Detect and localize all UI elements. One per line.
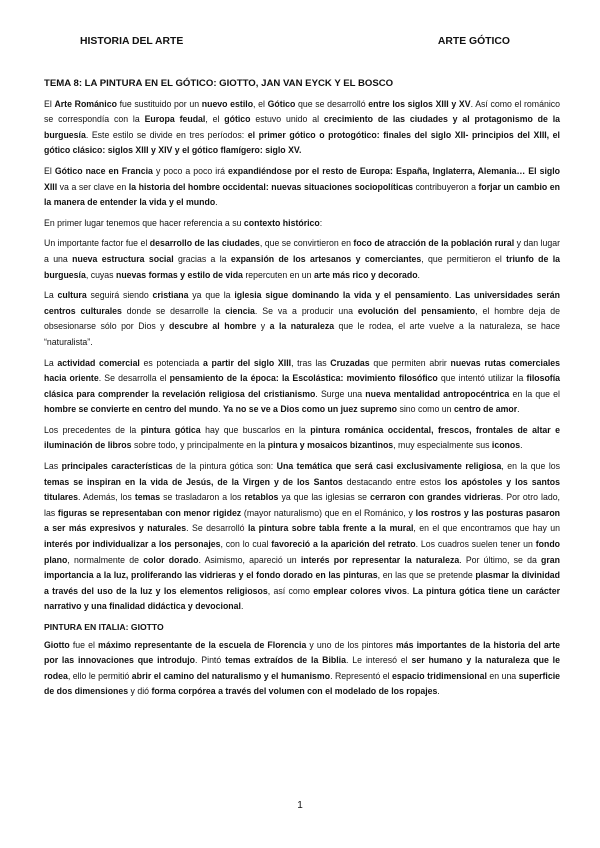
text-run: Los precedentes de la (44, 424, 141, 435)
bold-text: triunfo de la burguesía (44, 253, 560, 280)
text-run: ya que la (188, 290, 235, 301)
bold-text: La pintura gótica tiene un carácter narrativo y una finalidad didáctica y devocional (44, 585, 560, 612)
bold-text: el primer gótico o protogótico: finales del siglo XII- principios del XIII, el gótico clásico: siglos XIII y XIV y el gótico flamígero: siglo XV. (44, 129, 560, 156)
text-run: (mayor naturalismo) que en el Románico, y (241, 507, 416, 518)
text-run: sino como un (397, 404, 454, 415)
bold-text: principales características (61, 461, 173, 472)
text-run: . (448, 290, 456, 301)
bold-text: retablos (244, 492, 279, 503)
text-run: , así como (267, 585, 314, 596)
text-run: , que permitieron el (421, 253, 507, 264)
bold-text: color dorado (143, 554, 199, 565)
paragraph (44, 356, 560, 418)
paragraph (44, 216, 560, 232)
text-run: . Asimismo, apareció un (198, 554, 301, 565)
text-run: El (44, 165, 55, 176)
text-run: repercuten en un (242, 269, 314, 280)
bold-text: nueva mentalidad antropocéntrica (365, 388, 510, 399)
intro-section (44, 97, 560, 615)
text-run: contribuyeron a (413, 181, 479, 192)
bold-text: nuevas rutas comerciales hacia oriente (44, 357, 560, 384)
text-run: fue el (69, 639, 99, 650)
text-run: . Por otro lado, las (44, 492, 560, 518)
text-run: , en el que encontramos que hay un (413, 523, 560, 534)
paragraph (44, 97, 560, 159)
bold-text: arte más rico y decorado (313, 269, 418, 280)
bold-text: Gótico nace en Francia (54, 165, 153, 176)
bold-text: cerraron con grandes vidrieras (370, 492, 501, 503)
text-run: . (215, 197, 218, 208)
text-run: fue sustituido por un (116, 98, 202, 109)
bold-text: forma corpórea a través del volumen con el modelado de los ropajes (151, 686, 438, 697)
text-run: . Así como el románico se correspondía con la (44, 98, 561, 125)
text-run: , en las que se pretende (377, 570, 476, 581)
text-run: y poco a poco irá (152, 165, 229, 176)
bold-text: cristiana (152, 290, 189, 301)
text-run: . Se desarrolló (186, 523, 248, 534)
bold-text: Arte Románico (54, 98, 117, 109)
bold-text: Ya no se ve a Dios como un juez supremo (222, 404, 398, 415)
text-run: sobre todo, y principalmente en la (131, 440, 268, 451)
text-run: ya que las iglesias se (278, 492, 371, 503)
bold-text: la historia del hombre occidental: nuevas situaciones sociopolíticas (128, 181, 413, 192)
bold-text: iglesia sigue dominando la vida y el pensamiento (234, 290, 449, 301)
bold-text: Giotto (44, 639, 70, 650)
text-run: , ello le permitió (67, 670, 132, 681)
text-run: en una (486, 670, 519, 681)
bold-text: ser humano y la naturaleza que le rodea (44, 655, 560, 681)
bold-text: espacio tridimensional (392, 670, 487, 681)
bold-text: interés por representar la naturaleza (300, 554, 460, 565)
text-run: , que se convirtieron en (259, 238, 354, 249)
text-run: estuvo unido al (250, 114, 324, 125)
text-run: , con lo cual (220, 539, 272, 550)
bold-text: Cruzadas (330, 357, 370, 368)
text-run: hay que buscarlos en la (200, 424, 311, 435)
text-run: . Los cuadros suelen tener un (415, 539, 536, 550)
bold-text: superficie de dos dimensiones (44, 670, 561, 697)
bold-text: expandiéndose por el resto de Europa: España, Inglaterra, Alemania… (228, 165, 526, 176)
text-run: , muy especialmente sus (393, 440, 492, 451)
text-run: en la que el (509, 388, 560, 399)
page-header (80, 36, 510, 47)
bold-text: abrir el camino del naturalismo y el humanismo (131, 670, 331, 681)
bold-text: la pintura sobre tabla frente a la mural (247, 523, 414, 534)
paragraph (44, 638, 560, 700)
text-run: . (240, 601, 244, 612)
bold-text: El siglo XIII (44, 165, 561, 192)
bold-text: pintura y mosaicos bizantinos (267, 440, 394, 451)
bold-text: temas se inspiran en la vida de Jesús, de la Virgen y de los Santos (44, 476, 343, 487)
text-run: seguirá siendo (86, 290, 153, 301)
text-run: El (44, 98, 55, 109)
text-run: va a ser clave en (57, 181, 129, 192)
text-run: y uno de los pintores (306, 639, 396, 650)
bold-text: evolución del pensamiento (357, 305, 476, 316)
text-run: , cuyas (85, 269, 116, 280)
header-course: HISTORIA DEL ARTE (80, 36, 184, 47)
text-run: . Representó el (330, 670, 392, 681)
text-run: , el hombre deja de obsesionarse sólo por Dios y (44, 305, 560, 332)
bold-text: a partir del siglo XIII (202, 357, 292, 368)
text-run: . (517, 404, 520, 415)
bold-text: temas (134, 492, 161, 503)
paragraph (44, 459, 560, 615)
bold-text: los rostros y las posturas pasaron a ser más expresivos y naturales (44, 507, 561, 534)
bold-text: nuevo estilo (201, 98, 254, 109)
bold-text: descubre al hombre (169, 321, 257, 332)
text-run: : (319, 217, 323, 228)
bold-text: máximo representante de la escuela de Florencia (98, 639, 307, 650)
text-run: . Pintó (195, 655, 226, 666)
giotto-section (44, 638, 560, 700)
bold-text: pintura gótica (140, 424, 201, 435)
bold-text: favoreció a la aparición del retrato (271, 539, 416, 550)
text-run: destacando entre estos (342, 476, 445, 487)
text-run: La (44, 357, 58, 368)
text-run: En primer lugar tenemos que hacer referencia a su (44, 217, 244, 228)
text-run: y dió (128, 686, 152, 697)
text-run: . Además, los (78, 492, 135, 503)
bold-text: interés por individualizar a los personajes (44, 539, 221, 550)
paragraph (44, 236, 560, 283)
text-run: . (406, 585, 413, 596)
document-body (44, 76, 560, 705)
text-run: , el (253, 98, 268, 109)
text-run: donde se desarrolle la (121, 305, 226, 316)
bold-text: entre los siglos XIII y XV (368, 98, 471, 109)
bold-text: iconos (491, 440, 521, 451)
text-run: y dan lugar a una (44, 238, 560, 264)
text-run: . Le interesó el (345, 655, 412, 666)
text-run: . (218, 404, 223, 415)
text-run: . (520, 440, 523, 451)
bold-text: Una temática que será casi exclusivamente religiosa (276, 461, 502, 472)
text-run: que permiten abrir (369, 357, 451, 368)
text-run: se trasladaron a los (160, 492, 245, 503)
header-topic: ARTE GÓTICO (437, 36, 510, 47)
bold-text: temas extraídos de la Biblia (225, 655, 346, 666)
bold-text: a la naturaleza (269, 321, 335, 332)
bold-text: contexto histórico (243, 217, 320, 228)
bold-text: fondo plano (44, 539, 561, 565)
text-run: que le rodea, el arte vuelve a la naturaleza, se hace “naturalista”. (44, 321, 560, 347)
text-run: , normalmente de (67, 554, 144, 565)
bold-text: foco de atracción de la población rural (353, 238, 515, 249)
text-run: La (44, 290, 58, 301)
text-run: de la pintura gótica son: (172, 461, 277, 472)
text-run: , en la que los (501, 461, 561, 472)
bold-text: cultura (57, 290, 87, 301)
bold-text: plasmar la divinidad a través del uso de la luz y los elementos religiosos (44, 570, 560, 596)
bold-text: Gótico (267, 98, 296, 109)
bold-text: filosofía clásica para comprender la revelación religiosa del cristianismo (44, 373, 561, 399)
bold-text: pintura románica occidental, frescos, frontales de altar e iluminación de libros (44, 424, 560, 451)
paragraph (44, 288, 560, 350)
text-run: es potenciada (139, 357, 203, 368)
bold-text: expansión de los artesanos y comerciantes (230, 253, 422, 264)
bold-text: ciencia (225, 305, 255, 316)
bold-text: Europa feudal (144, 114, 206, 125)
bold-text: más importantes de la historia del arte por las innovaciones que introdujo (44, 639, 560, 666)
text-run: . Este estilo se divide en tres períodos: (85, 129, 248, 140)
text-run: gracias a la (173, 253, 231, 264)
bold-text: centro de amor (453, 404, 518, 415)
bold-text: figuras se representaban con menor rigidez (57, 507, 242, 518)
text-run: . Se desarrolla el (98, 373, 170, 384)
paragraph (44, 423, 560, 454)
bold-text: emplear colores vivos (313, 585, 407, 596)
bold-text: gran importancia a la luz, proliferando las vidrieras y el fondo dorado en las pinturas (44, 554, 560, 581)
text-run: , tras las (291, 357, 331, 368)
text-run: . Por último, se da (459, 554, 542, 565)
bold-text: hombre se convierte en centro del mundo (44, 404, 219, 415)
paragraph (44, 164, 560, 211)
bold-text: nuevas formas y estilo de vida (115, 269, 243, 280)
document-title: TEMA 8: LA PINTURA EN EL GÓTICO: GIOTTO, JAN VAN EYCK Y EL BOSCO (44, 78, 394, 89)
text-run: . (417, 269, 420, 280)
bold-text: Las universidades serán centros culturales (44, 290, 561, 316)
text-run: que intentó utilizar la (437, 373, 527, 384)
bold-text: desarrollo de las ciudades (149, 238, 260, 249)
bold-text: gótico (224, 114, 251, 125)
text-run: y (256, 321, 270, 332)
bold-text: crecimiento de las ciudades y al protagonismo de la burguesía (44, 114, 560, 140)
bold-text: los apóstoles y los santos titulares (44, 476, 560, 503)
text-run: . (437, 686, 440, 697)
text-run: , el (205, 114, 225, 125)
bold-text: actividad comercial (57, 357, 140, 368)
bold-text: pensamiento de la época: la Escolástica: movimiento filosófico (169, 373, 438, 384)
section-heading: PINTURA EN ITALIA: GIOTTO (44, 622, 164, 632)
text-run: Las (44, 461, 62, 472)
bold-text: forjar un cambio en la manera de entender la vida y el mundo (44, 181, 561, 208)
text-run: Un importante factor fue el (44, 238, 150, 249)
bold-text: nueva estructura social (72, 253, 174, 264)
text-run: . Surge una (315, 388, 366, 399)
text-run: . Se va a producir una (254, 305, 358, 316)
page-number: 1 (297, 800, 303, 811)
text-run: que se desarrolló (295, 98, 369, 109)
